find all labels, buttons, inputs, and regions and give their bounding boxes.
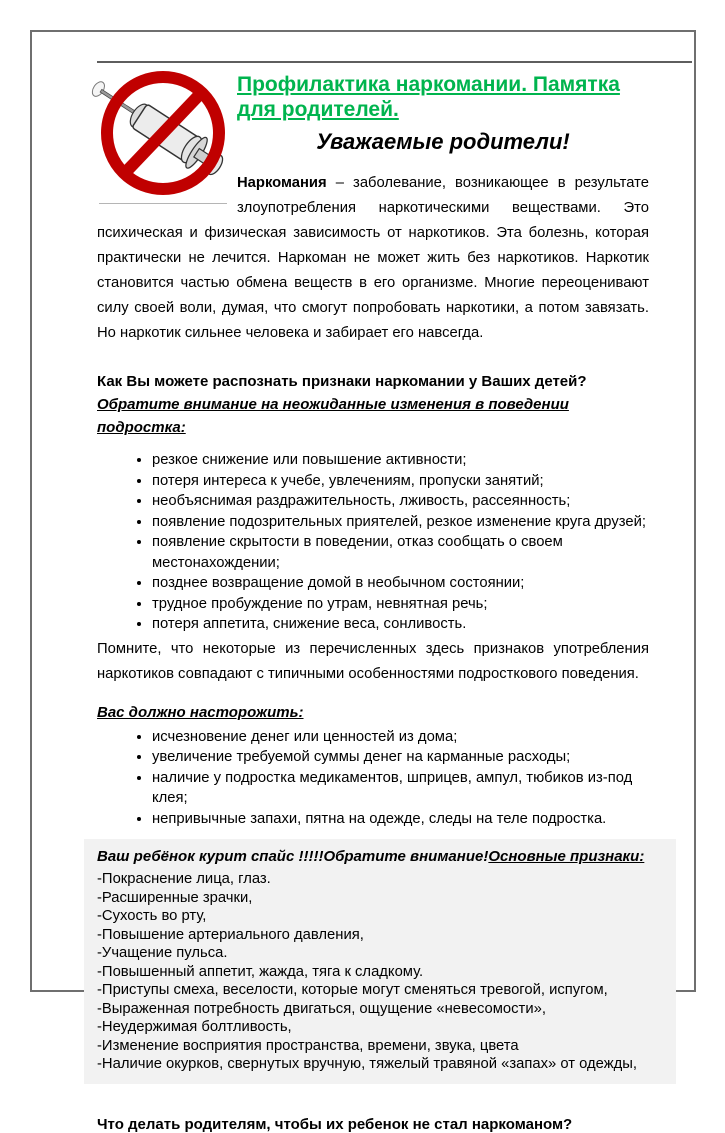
alert-bullet-list [97,727,664,830]
signs-section-heading: Как Вы можете распознать признаки наркомании у Ваших детей? [97,373,587,390]
spice-sign-line: -Изменение восприятия пространства, времени, звука, цвета [97,1037,519,1054]
spice-sign-line: -Выраженная потребность двигаться, ощущение «невесомости», [97,1000,546,1017]
spice-sign-line: -Повышенный аппетит, жажда, тяга к сладкому. [97,963,424,980]
page-content [32,32,694,1133]
signs-section-subheading: Обратите внимание на неожиданные изменения в поведении подростка: [97,396,569,436]
spice-sign-line: -Сухость во рту, [97,908,207,924]
spice-sign-line: -Учащение пульса. [97,945,228,961]
no-drugs-syringe-sign-icon [99,67,227,204]
document-page [30,30,696,1133]
signs-note-paragraph: Помните, что некоторые из перечисленных здесь признаков употребления наркотиков совпадают с типичными особенностями подросткового поведения. [97,640,649,682]
page-title: Профилактика наркомании. Памятка для родителей. [237,73,620,121]
list-item: • необъяснимая раздражительность, лживость, рассеянность; [152,491,664,512]
header-rule [97,61,692,63]
spice-heading [97,847,674,867]
spice-sign-line: -Покраснение лица, глаз. [97,871,271,887]
intro-term: Наркомания [237,175,327,191]
list-item: • наличие у подростка медикаментов, шприцев, ампул, тюбиков из-под клея; [152,768,664,809]
list-item: • исчезновение денег или ценностей из дома; [152,727,664,748]
list-item: • трудное пробуждение по утрам, невнятная речь; [152,594,664,615]
list-item: • появление подозрительных приятелей, резкое изменение круга друзей; [152,512,664,533]
salutation-heading: Уважаемые родители! [316,129,570,154]
alert-section-heading: Вас должно насторожить: [97,703,304,721]
list-item: • непривычные запахи, пятна на одежде, следы на теле подростка. [152,809,664,830]
spice-warning-block [84,839,676,1084]
list-item: • потеря интереса к учебе, увлечениям, пропуски занятий; [152,471,664,492]
spice-heading-underlined: Основные признаки: [488,848,645,865]
list-item: • резкое снижение или повышение активности; [152,450,664,471]
spice-sign-line: -Повышение артериального давления, [97,926,364,943]
spice-sign-line: -Приступы смеха, веселости, которые могут сменяться тревогой, испугом, [97,982,608,998]
intro-text: – заболевание, возникающее в результате злоупотребления наркотическими веществами. Это психическая и физическая зависимость от наркотиков. Эта болезнь, которая практически не лечится. Наркоман не может жить без наркотиков. Наркотик становится частью обмена веществ в его организме. Многие переоценивают силу своей воли, думая, что смогут попробовать наркотики, а потом завязать. Но наркотик сильнее человека и забирает его навсегда. [97,175,649,341]
list-item: • позднее возвращение домой в необычном состоянии; [152,573,664,594]
list-item: • потеря аппетита, снижение веса, сонливость. [152,614,664,635]
signs-bullet-list [97,450,664,635]
spice-sign-line: -Неудержимая болтливость, [97,1019,292,1035]
list-item: • появление скрытости в поведении, отказ сообщать о своем местонахождении; [152,532,664,573]
footer-question-heading: Что делать родителям, чтобы их ребенок не стал наркоманом? [97,1115,573,1133]
spice-heading-plain: Ваш ребёнок курит спайс !!!!!Обратите внимание! [97,848,489,865]
list-item: • увеличение требуемой суммы денег на карманные расходы; [152,747,664,768]
spice-sign-line: -Расширенные зрачки, [97,889,253,906]
spice-sign-line: -Наличие окурков, свернутых вручную, тяжелый травяной «запах» от одежды, [97,1056,637,1072]
